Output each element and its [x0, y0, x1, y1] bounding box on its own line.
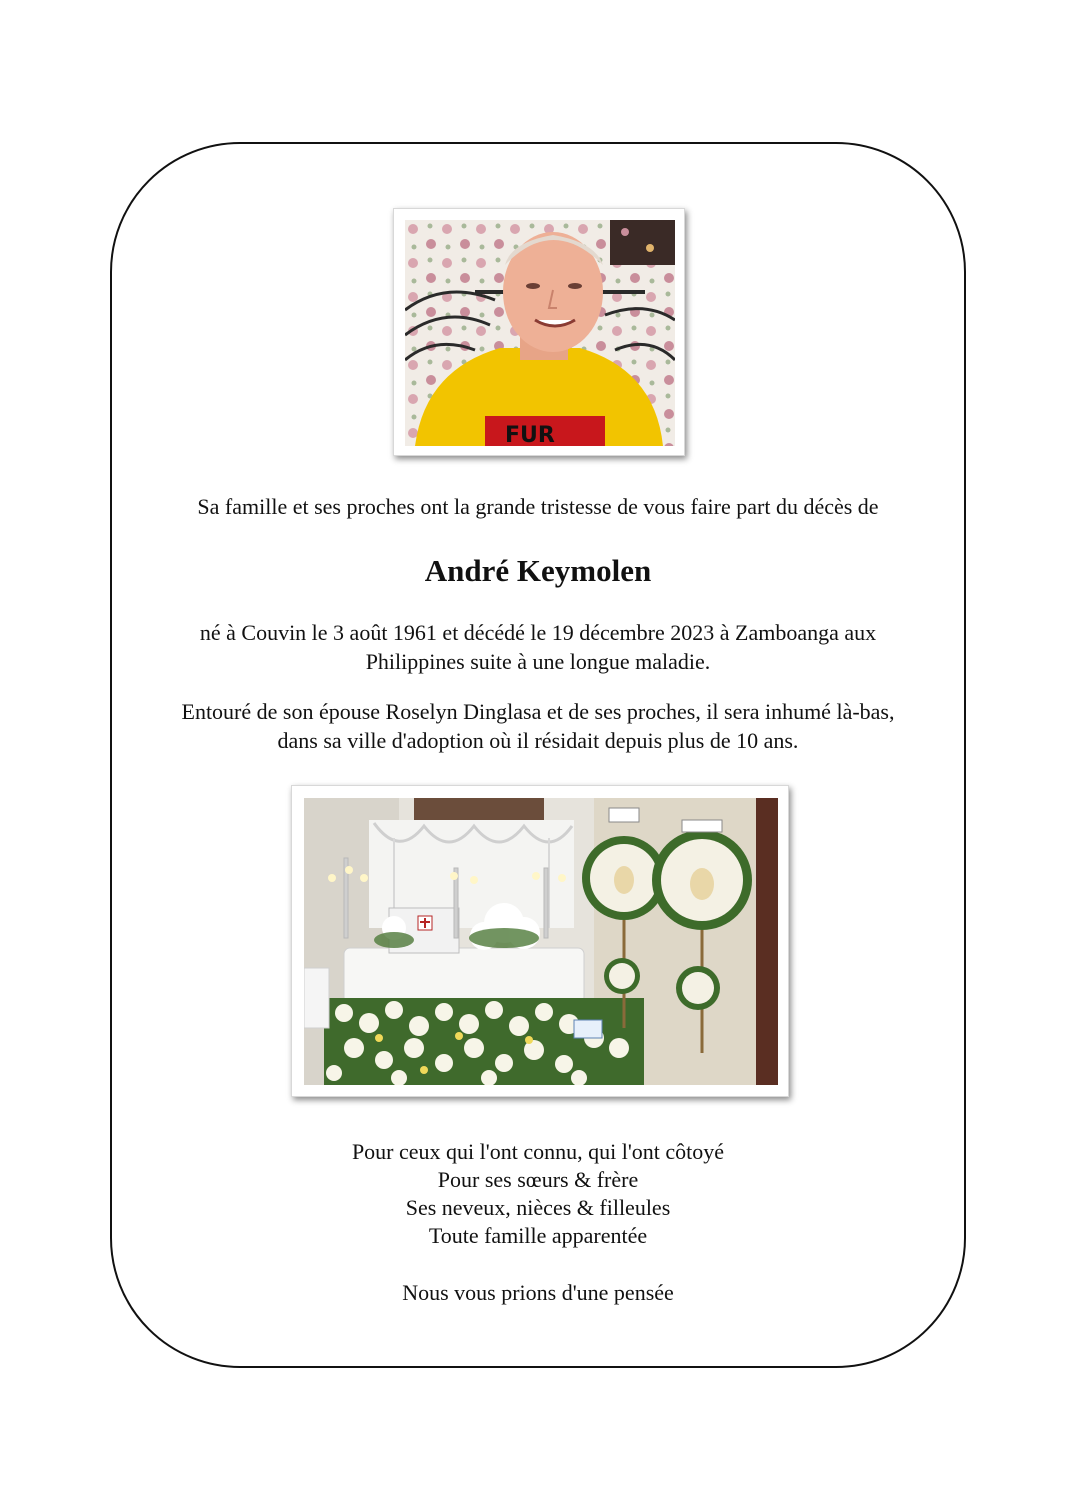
closing-text: Nous vous prions d'une pensée — [402, 1280, 674, 1305]
funeral-photo — [291, 785, 789, 1097]
svg-text:FUR: FUR — [505, 423, 555, 446]
dedication-line-2: Pour ses sœurs & frère — [437, 1167, 639, 1192]
funeral-image — [304, 798, 778, 1085]
portrait-image — [405, 220, 675, 446]
birth-death-line-2: Philippines suite à une longue maladie. — [365, 649, 711, 674]
dedication-line-3: Ses neveux, nièces & filleules — [405, 1195, 671, 1220]
intro-text: Sa famille et ses proches ont la grande tristesse de vous faire part du décès de — [197, 494, 879, 519]
burial-line-2: dans sa ville d'adoption où il résidait depuis plus de 10 ans. — [277, 728, 799, 753]
burial-line-1: Entouré de son épouse Roselyn Dinglasa et de ses proches, il sera inhumé là-bas, — [181, 699, 895, 724]
dedication-line-1: Pour ceux qui l'ont connu, qui l'ont côtoyé — [351, 1139, 725, 1164]
birth-death-line-1: né à Couvin le 3 août 1961 et décédé le 19 décembre 2023 à Zamboanga aux — [199, 620, 877, 645]
dedication-line-4: Toute famille apparentée — [428, 1223, 648, 1248]
deceased-name: André Keymolen — [424, 553, 652, 588]
portrait-photo — [393, 208, 685, 456]
